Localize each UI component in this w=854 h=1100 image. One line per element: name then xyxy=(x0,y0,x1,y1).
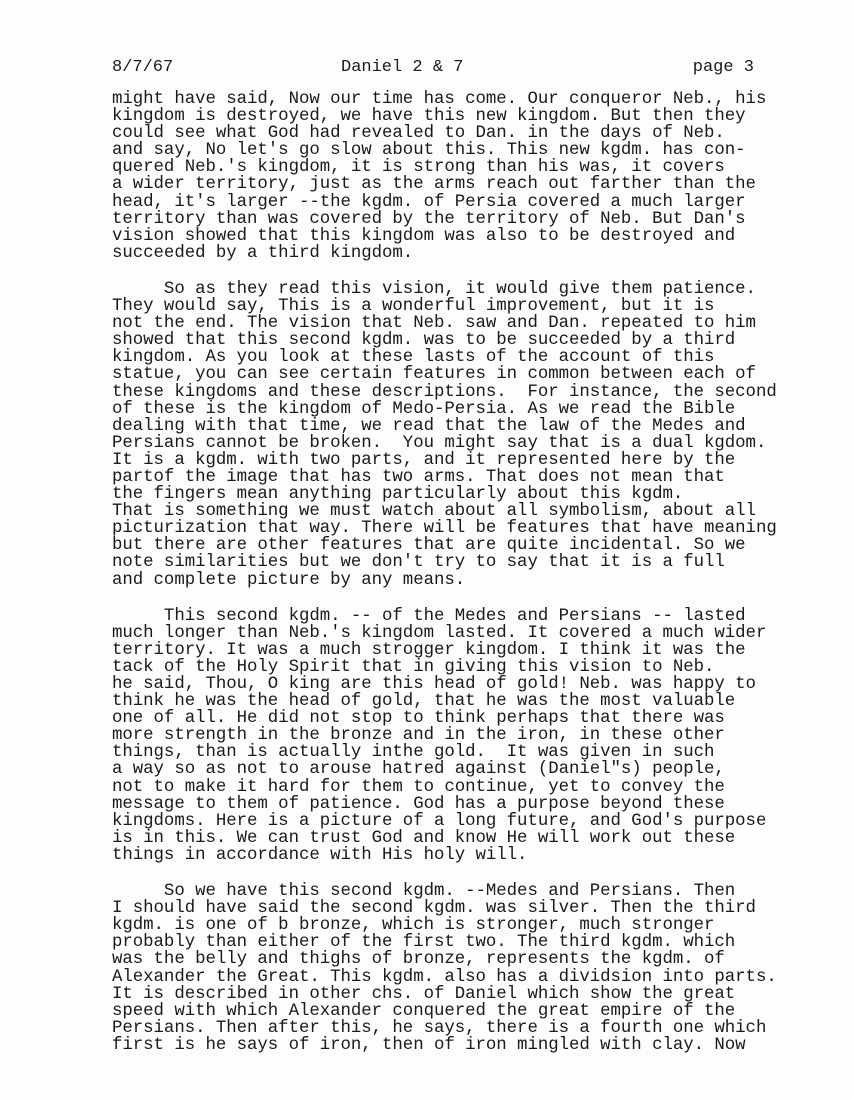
text-line: things in accordance with His holy will. xyxy=(112,845,528,865)
text-line: a wider territory, just as the arms reach out farther than the xyxy=(112,175,756,195)
paragraph xyxy=(112,91,812,262)
text-line: showed that this second kgdm. was to be succeeded by a third xyxy=(112,331,736,351)
text-line: quered Neb.'s kingdom, it is strong than his was, it covers xyxy=(112,158,725,178)
text-line: of these is the kingdom of Medo-Persia. As we read the Bible xyxy=(112,399,736,419)
text-line: I should have said the second kgdm. was silver. Then the third xyxy=(112,899,756,919)
text-line: but there are other features that are quite incidental. So we xyxy=(112,536,746,556)
text-line: the fingers mean anything particularly about this kgdm. xyxy=(112,485,684,505)
text-line: much longer than Neb.'s kingdom lasted. It covered a much wider xyxy=(112,623,767,643)
text-line: could see what God had revealed to Dan. in the days of Neb. xyxy=(112,124,725,144)
text-line: succeeded by a third kingdom. xyxy=(112,243,414,263)
text-line: Persians cannot be broken. You might say that is a dual kgdom. xyxy=(112,433,767,453)
text-line: these kingdoms and these descriptions. For instance, the second xyxy=(112,382,777,402)
text-line: not to make it hard for them to continue, yet to convey the xyxy=(112,777,725,797)
text-line: Alexander the Great. This kgdm. also has a dividsion into parts. xyxy=(112,967,777,987)
text-line: territory. It was a much strogger kingdom. I think it was the xyxy=(112,640,746,660)
text-line: probably than either of the first two. The third kgdm. which xyxy=(112,933,736,953)
text-line: and say, No let's go slow about this. This new kgdm. has con- xyxy=(112,141,746,161)
text-line: vision showed that this kingdom was also to be destroyed and xyxy=(112,226,736,246)
text-line: and complete picture by any means. xyxy=(112,570,466,590)
text-line: kingdom. As you look at these lasts of the account of this xyxy=(112,348,715,368)
document-body xyxy=(112,91,812,1073)
text-line: territory than was covered by the territory of Neb. But Dan's xyxy=(112,209,746,229)
paragraph xyxy=(112,281,812,589)
page-header xyxy=(112,58,754,78)
text-line: think he was the head of gold, that he was the most valuable xyxy=(112,692,736,712)
header-date: 8/7/67 xyxy=(112,58,174,77)
text-line: kgdm. is one of b bronze, which is stronger, much stronger xyxy=(112,916,715,936)
text-line: note similarities but we don't try to say that it is a full xyxy=(112,553,725,573)
text-line: head, it's larger --the kgdm. of Persia covered a much larger xyxy=(112,192,746,212)
text-line: not the end. The vision that Neb. saw and Dan. repeated to him xyxy=(112,314,756,334)
text-line: one of all. He did not stop to think perhaps that there was xyxy=(112,709,725,729)
text-line: It is a kgdm. with two parts, and it represented here by the xyxy=(112,450,736,470)
text-line: So as they read this vision, it would give them patience. xyxy=(112,279,756,299)
text-line: This second kgdm. -- of the Medes and Persians -- lasted xyxy=(112,606,746,626)
text-line: So we have this second kgdm. --Medes and Persians. Then xyxy=(112,882,736,902)
text-line: kingdoms. Here is a picture of a long future, and God's purpose xyxy=(112,811,767,831)
text-line: It is described in other chs. of Daniel which show the great xyxy=(112,984,736,1004)
text-line: more strength in the bronze and in the iron, in these other xyxy=(112,726,725,746)
text-line: he said, Thou, O king are this head of gold! Neb. was happy to xyxy=(112,675,756,694)
text-line: first is he says of iron, then of iron mingled with clay. Now xyxy=(112,1035,746,1055)
text-line: picturization that way. There will be features that have meaning xyxy=(112,519,777,539)
text-line: Persians. Then after this, he says, there is a fourth one which xyxy=(112,1018,767,1038)
text-line: statue, you can see certain features in common between each of xyxy=(112,365,756,385)
text-line: is in this. We can trust God and know He will work out these xyxy=(112,828,736,848)
text-line: kingdom is destroyed, we have this new kingdom. But then they xyxy=(112,107,746,127)
text-line: That is something we must watch about all symbolism, about all xyxy=(112,502,756,522)
text-line: speed with which Alexander conquered the great empire of the xyxy=(112,1001,736,1021)
text-line: a way so as not to arouse hatred against (Daniel"s) people, xyxy=(112,760,725,780)
text-line: partof the image that has two arms. That does not mean that xyxy=(112,467,725,487)
text-line: message to them of patience. God has a purpose beyond these xyxy=(112,794,725,814)
text-line: things, than is actually inthe gold. It was given in such xyxy=(112,743,715,763)
text-line: They would say, This is a wonderful improvement, but it is xyxy=(112,297,715,317)
text-line: might have said, Now our time has come. Our conqueror Neb., his xyxy=(112,90,767,109)
header-title: Daniel 2 & 7 xyxy=(341,58,464,77)
header-page-number: page 3 xyxy=(692,58,754,77)
paragraph xyxy=(112,608,812,864)
paragraph xyxy=(112,883,812,1054)
text-line: dealing with that time, we read that the law of the Medes and xyxy=(112,416,746,436)
text-line: tack of the Holy Spirit that in giving this vision to Neb. xyxy=(112,657,715,677)
text-line: was the belly and thighs of bronze, represents the kgdm. of xyxy=(112,950,725,970)
